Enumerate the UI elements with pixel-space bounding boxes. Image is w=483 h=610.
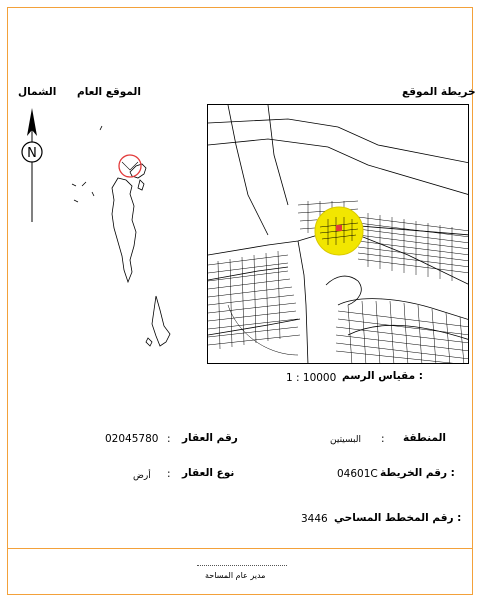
survey-plan-label: رقم المخطط المساحي : (334, 512, 462, 524)
overview-map (52, 120, 192, 360)
area-value: البسيتين (330, 435, 361, 445)
location-map-heading: خريطة الموقع (402, 86, 476, 98)
property-type-value: أرض (133, 471, 151, 481)
property-number-sep: : (167, 433, 171, 445)
map-number-label: رقم الخريطة : (380, 467, 455, 479)
location-map (207, 104, 469, 364)
signature-line (197, 565, 287, 566)
footer-divider (7, 548, 473, 549)
north-heading: الشمال (18, 86, 57, 98)
overview-highlight-circle (119, 155, 141, 177)
property-number-value: 02045780 (105, 433, 159, 445)
general-location-heading: الموقع العام (77, 86, 141, 98)
property-type-sep: : (167, 468, 171, 480)
parcel-marker (336, 225, 342, 231)
north-arrow-icon (20, 106, 44, 224)
property-number-label: رقم العقار (182, 432, 238, 444)
area-label: المنطقة (403, 432, 447, 444)
signature-title: مدير عام المساحة (205, 571, 266, 580)
property-type-label: نوع العقار (182, 467, 235, 479)
north-letter: N (27, 146, 37, 161)
scale-value: 1 : 10000 (286, 372, 337, 384)
survey-plan-value: 3446 (301, 513, 328, 525)
scale-label: مقياس الرسم : (342, 370, 423, 382)
map-number-value: 04601C (337, 468, 378, 480)
area-sep: : (381, 433, 385, 445)
